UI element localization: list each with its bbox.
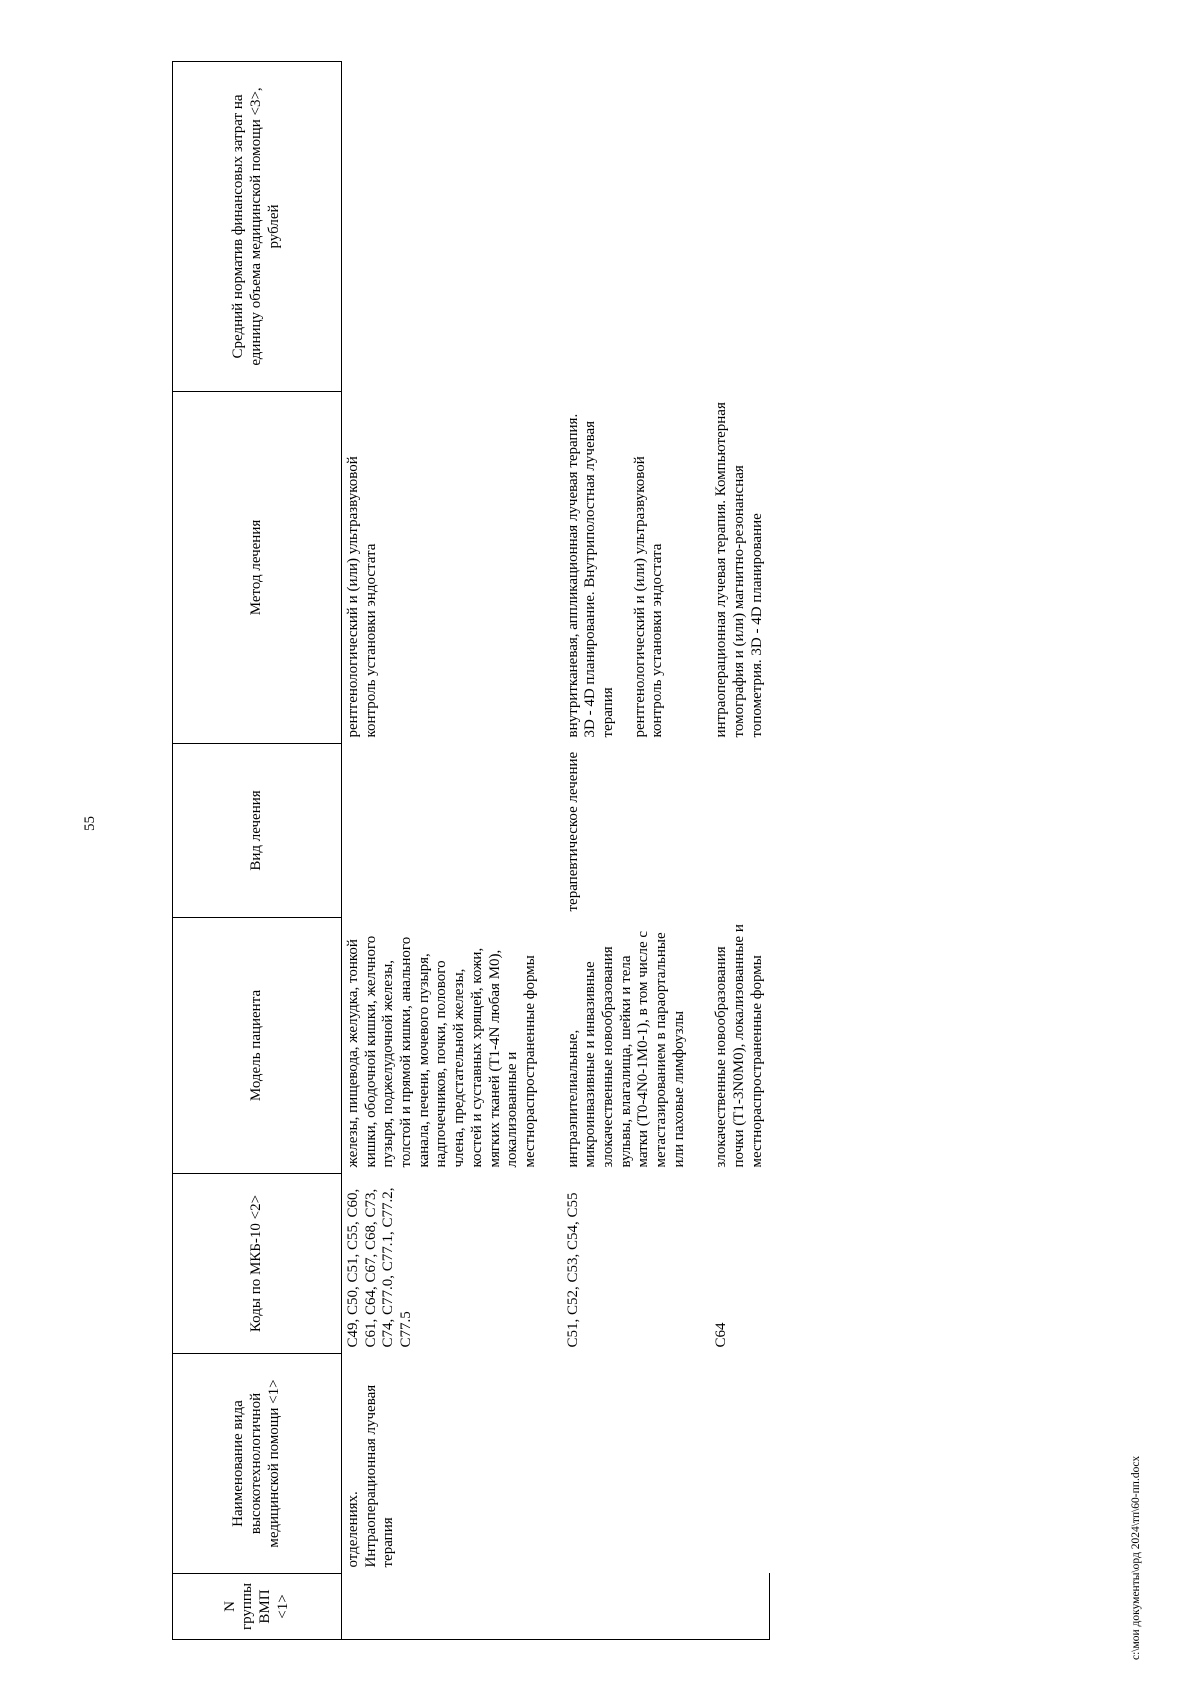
cell-codes: C64 (713, 1322, 730, 1348)
cell-type (342, 744, 543, 918)
cell-cost (543, 62, 692, 392)
rotated-table-container (172, 62, 1032, 1640)
table-row (691, 62, 769, 1640)
header-patient-model: Модель пациента (173, 918, 342, 1174)
cell-model: железы, пищевода, желудка, тонкой кишки, ободочной кишки, желчного пузыря, поджелудочной железы, толстой и прямой кишки, анального канала, печени, мочевого пузыря, надпочечников, почки, полового члена, предстательной железы, костей и суставных хрящей, кожи, мягких тканей (T1-4N любая M0), локализованные и местнораспространенные формы (345, 935, 538, 1168)
cell-method (342, 392, 543, 744)
header-treatment-type: Вид лечения (173, 744, 342, 918)
method-paragraph: рентгенологический и (или) ультразвуковой контроль установки эндостата (345, 456, 379, 738)
page-number: 55 (82, 816, 98, 831)
cell-group (691, 1574, 769, 1640)
header-vmp-name: Наименование вида высокотехнологичной медицинской помощи <1> (173, 1354, 342, 1574)
footer-file-path: c:\мои документы\орд 2024\тп\60-пп.docx (1130, 1455, 1142, 1660)
cell-name (691, 1354, 769, 1574)
header-group-number: N группы ВМП <1> (173, 1574, 342, 1640)
cell-name (342, 1354, 543, 1574)
table-row (543, 62, 692, 1640)
cell-model: интраэпителиальные, микроинвазивные и инвазивные злокачественные новообразования вульвы, влагалища, шейки и тела матки (T0-4N0-1M0-1), в том числе с метастазированием в параортальные или паховые лимфоузлы (564, 930, 687, 1168)
method-paragraph: рентгенологический и (или) ультразвуковой контроль установки эндостата (631, 456, 666, 738)
cell-method (543, 392, 692, 744)
header-treatment-method: Метод лечения (173, 392, 342, 744)
cell-codes: C51, C52, C53, C54, C55 (564, 1192, 581, 1348)
cell-type (691, 744, 769, 918)
cell-cost (342, 62, 543, 392)
cell-method (691, 392, 769, 744)
vmp-table (172, 61, 770, 1640)
header-icd-codes: Коды по МКБ-10 <2> (173, 1174, 342, 1354)
cell-group (543, 1574, 692, 1640)
header-row (173, 62, 342, 1640)
method-paragraph: внутритканевая, аппликационная лучевая терапия. 3D - 4D планирование. Внутриполостная лучевая терапия (564, 413, 616, 738)
cell-name (543, 1354, 692, 1574)
header-cost-standard: Средний норматив финансовых затрат на единицу объема медицинской помощи <3>, рублей (173, 62, 342, 392)
cell-codes: C49, C50, C51, C55, C60, C61, C64, C67, C68, C73, C74, C77.0, C77.1, C77.2, C77.5 (345, 1187, 415, 1348)
table-row (342, 62, 543, 1640)
cell-type: терапевтическое лечение (564, 751, 581, 912)
cell-cost (691, 62, 769, 392)
method-paragraph: интраоперационная лучевая терапия. Компьютерная томография и (или) магнитно-резонансная топометрия. 3D - 4D планирование (713, 402, 765, 738)
cell-model: злокачественные новообразования почки (T1-3N0M0), локализованные и местнораспространенные формы (713, 924, 765, 1168)
cell-group (342, 1574, 543, 1640)
cell-name-text: отделениях. Интраоперационная лучевая терапия (345, 1384, 397, 1568)
